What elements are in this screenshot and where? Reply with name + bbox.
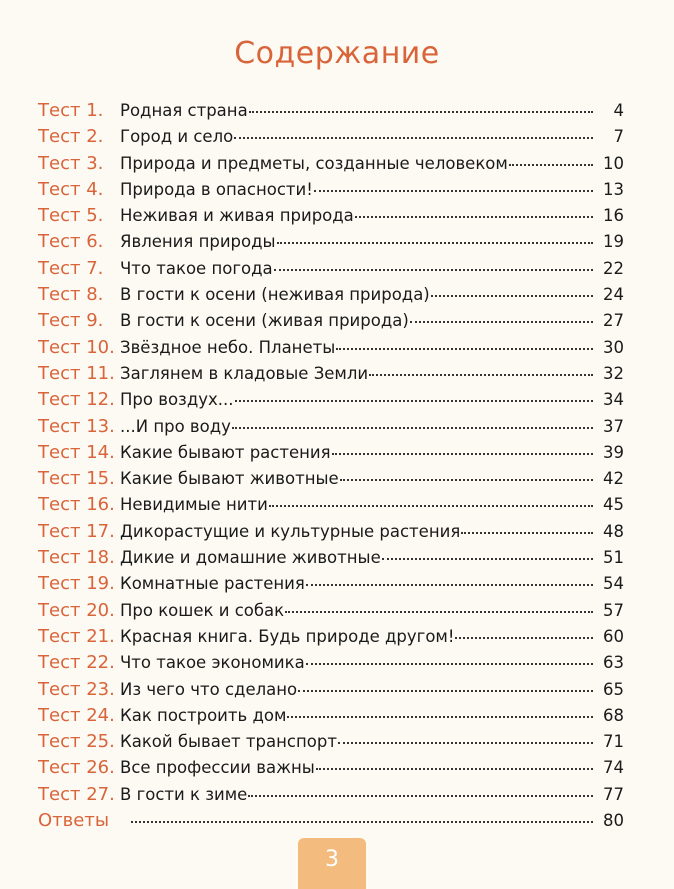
dot-leader xyxy=(232,412,593,432)
test-number: 27. xyxy=(86,783,115,805)
toc-entry-number xyxy=(38,626,120,647)
test-number: 1. xyxy=(86,100,104,121)
toc-entry-page: 48 xyxy=(603,521,624,541)
test-number: 14. xyxy=(86,441,115,463)
test-word: Тест xyxy=(38,599,81,621)
toc-entry-page: 34 xyxy=(603,390,624,410)
toc-entry-title: Какие бывают растения xyxy=(120,442,331,462)
test-number: 4. xyxy=(86,178,104,200)
toc-entry-title: В гости к осени (живая природа) xyxy=(120,311,409,331)
toc-entry-page: 22 xyxy=(603,258,624,278)
toc-entry xyxy=(38,701,624,727)
page-number-badge: 3 xyxy=(298,838,366,889)
answers-page: 80 xyxy=(603,811,624,831)
test-word: Тест xyxy=(38,731,81,753)
dot-leader xyxy=(461,517,593,537)
dot-leader xyxy=(340,464,593,484)
toc-entry xyxy=(38,622,624,648)
page-title: Содержание xyxy=(234,36,440,71)
test-word: Тест xyxy=(38,625,81,647)
toc-entry-number xyxy=(38,652,120,673)
toc-entry-page: 63 xyxy=(603,653,624,673)
toc-entry xyxy=(38,438,624,464)
toc-entry-page: 51 xyxy=(603,548,624,568)
toc-entry-page: 71 xyxy=(603,732,624,752)
test-number: 19. xyxy=(86,573,115,595)
toc-entry-number xyxy=(38,757,120,778)
test-word: Тест xyxy=(38,284,81,306)
test-word: Тест xyxy=(38,678,81,700)
test-number: 15. xyxy=(86,468,115,490)
test-word: Тест xyxy=(38,310,81,332)
toc-entry-page: 74 xyxy=(603,758,624,778)
dot-leader xyxy=(431,280,593,300)
test-word: Тест xyxy=(38,126,81,148)
dot-leader xyxy=(269,490,593,510)
toc-entry xyxy=(38,385,624,411)
toc-entry-number xyxy=(38,573,120,594)
test-number: 23. xyxy=(86,678,115,700)
toc-entry-title: Неживая и живая природа xyxy=(120,206,354,226)
dot-leader xyxy=(509,149,593,169)
toc-entry-title: Природа и предметы, созданные человеком xyxy=(120,153,508,173)
toc-entry-title: Из чего что сделано xyxy=(120,679,298,699)
test-word: Тест xyxy=(38,100,81,121)
toc-entry-number xyxy=(38,310,120,331)
dot-leader xyxy=(369,359,593,379)
test-number: 24. xyxy=(86,704,115,726)
test-number: 22. xyxy=(86,652,115,674)
toc-entry xyxy=(38,122,624,148)
toc-entry-title: Про кошек и собак xyxy=(120,600,285,620)
toc-entry xyxy=(38,543,624,569)
toc-entry-page: 16 xyxy=(603,206,624,226)
test-number: 5. xyxy=(86,205,104,227)
test-word: Тест xyxy=(38,362,81,384)
toc-entry-title: Какие бывают животные xyxy=(120,469,339,489)
toc-entry-page: 32 xyxy=(603,363,624,383)
test-number: 12. xyxy=(86,389,115,411)
dot-leader xyxy=(298,675,593,695)
toc-entry xyxy=(38,780,624,806)
table-of-contents xyxy=(38,96,624,832)
toc-entry-page: 45 xyxy=(603,495,624,515)
toc-entry xyxy=(38,648,624,674)
toc-entry-page: 60 xyxy=(603,626,624,646)
toc-entry xyxy=(38,359,624,385)
toc-answers-entry xyxy=(38,806,624,832)
toc-entry-number xyxy=(38,521,120,542)
test-word: Тест xyxy=(38,704,81,726)
test-number: 9. xyxy=(86,310,104,332)
dot-leader xyxy=(235,385,594,405)
toc-entry xyxy=(38,517,624,543)
toc-entry-number xyxy=(38,363,120,384)
toc-entry-page: 10 xyxy=(603,153,624,173)
dot-leader xyxy=(249,96,593,116)
test-number: 16. xyxy=(86,494,115,516)
test-word: Тест xyxy=(38,415,81,437)
toc-entry-title: Дикие и домашние животные xyxy=(120,548,381,568)
toc-entry-page: 19 xyxy=(603,232,624,252)
dot-leader xyxy=(234,122,593,142)
toc-entry-title: Какой бывает транспорт xyxy=(120,732,337,752)
toc-entry-number xyxy=(38,731,120,752)
test-number: 20. xyxy=(86,599,115,621)
dot-leader xyxy=(316,753,593,773)
toc-entry-number xyxy=(38,679,120,700)
toc-entry xyxy=(38,569,624,595)
test-number: 11. xyxy=(86,362,115,384)
dot-leader xyxy=(277,227,593,247)
toc-entry-number xyxy=(38,494,120,515)
toc-entry-number xyxy=(38,784,120,805)
test-number: 25. xyxy=(86,731,115,753)
dot-leader xyxy=(285,596,593,616)
test-word: Тест xyxy=(38,257,81,279)
dot-leader xyxy=(131,806,593,826)
toc-entry-number xyxy=(38,100,120,121)
test-word: Тест xyxy=(38,231,81,253)
toc-entry-page: 65 xyxy=(603,679,624,699)
toc-entry-title: Город и село xyxy=(120,127,234,147)
toc-entry xyxy=(38,201,624,227)
toc-entry-title: Звёздное небо. Планеты xyxy=(120,337,336,357)
toc-entry xyxy=(38,464,624,490)
toc-entry-page: 7 xyxy=(613,127,624,147)
toc-entry-page: 13 xyxy=(603,179,624,199)
toc-entry-number xyxy=(38,126,120,147)
toc-entry xyxy=(38,727,624,753)
test-word: Тест xyxy=(38,205,81,227)
toc-entry-title: Что такое экономика xyxy=(120,653,305,673)
toc-entry-number xyxy=(38,258,120,279)
toc-entry xyxy=(38,753,624,779)
toc-entry-title: В гости к осени (неживая природа) xyxy=(120,285,430,305)
toc-entry-title: Все профессии важны xyxy=(120,758,315,778)
dot-leader xyxy=(274,254,593,274)
toc-entry-page: 4 xyxy=(613,101,624,120)
toc-entry xyxy=(38,675,624,701)
dot-leader xyxy=(336,333,593,353)
test-word: Тест xyxy=(38,547,81,569)
toc-entry xyxy=(38,490,624,516)
toc-entry-title: В гости к зиме xyxy=(120,784,248,804)
test-number: 18. xyxy=(86,547,115,569)
toc-entry-title: Природа в опасности! xyxy=(120,179,313,199)
answers-label: Ответы xyxy=(38,810,110,832)
toc-entry-number xyxy=(38,337,120,358)
dot-leader xyxy=(455,622,593,642)
test-number: 13. xyxy=(86,415,115,437)
dot-leader xyxy=(355,201,593,221)
toc-entry-number xyxy=(38,416,120,437)
test-number: 7. xyxy=(86,257,104,279)
toc-entry-number xyxy=(38,705,120,726)
test-number: 6. xyxy=(86,231,104,253)
toc-entry xyxy=(38,596,624,622)
toc-entry xyxy=(38,96,624,122)
test-word: Тест xyxy=(38,468,81,490)
test-word: Тест xyxy=(38,441,81,463)
toc-entry-number xyxy=(38,442,120,463)
toc-entry-title: Как построить дом xyxy=(120,705,287,725)
toc-entry-title: ...И про воду xyxy=(120,416,231,436)
dot-leader xyxy=(332,438,593,458)
test-number: 10. xyxy=(86,336,115,358)
toc-entry-title: Красная книга. Будь природе другом! xyxy=(120,626,455,646)
test-word: Тест xyxy=(38,783,81,805)
dot-leader xyxy=(306,648,593,668)
toc-entry xyxy=(38,412,624,438)
test-number: 21. xyxy=(86,625,115,647)
toc-entry-page: 30 xyxy=(603,337,624,357)
toc-entry-page: 57 xyxy=(603,600,624,620)
dot-leader xyxy=(314,175,593,195)
toc-entry xyxy=(38,306,624,332)
toc-entry-title: Невидимые нити xyxy=(120,495,268,515)
dot-leader xyxy=(410,306,593,326)
toc-entry-page: 68 xyxy=(603,705,624,725)
test-word: Тест xyxy=(38,494,81,516)
test-number: 8. xyxy=(86,284,104,306)
test-word: Тест xyxy=(38,520,81,542)
test-word: Тест xyxy=(38,152,81,174)
toc-entry-title: Про воздух... xyxy=(120,390,234,410)
dot-leader xyxy=(287,701,593,721)
test-word: Тест xyxy=(38,336,81,358)
toc-entry-page: 77 xyxy=(603,784,624,804)
toc-entry-page: 37 xyxy=(603,416,624,436)
toc-entry-number xyxy=(38,468,120,489)
dot-leader xyxy=(338,727,593,747)
test-number: 3. xyxy=(86,152,104,174)
toc-entry-page: 39 xyxy=(603,442,624,462)
test-number: 2. xyxy=(86,126,104,148)
toc-entry-number xyxy=(38,205,120,226)
toc-entry xyxy=(38,227,624,253)
test-word: Тест xyxy=(38,652,81,674)
toc-entry-page: 54 xyxy=(603,574,624,594)
toc-entry-number xyxy=(38,179,120,200)
toc-entry-title: Что такое погода xyxy=(120,258,273,278)
toc-entry xyxy=(38,280,624,306)
toc-entry-number xyxy=(38,153,120,174)
toc-entry-number xyxy=(38,231,120,252)
toc-entry xyxy=(38,333,624,359)
dot-leader xyxy=(248,780,593,800)
toc-entry xyxy=(38,149,624,175)
dot-leader xyxy=(306,569,593,589)
toc-entry xyxy=(38,254,624,280)
toc-entry-title: Комнатные растения xyxy=(120,574,305,594)
test-word: Тест xyxy=(38,573,81,595)
dot-leader xyxy=(382,543,593,563)
toc-entry-number xyxy=(38,284,120,305)
toc-entry-page: 24 xyxy=(603,285,624,305)
test-word: Тест xyxy=(38,389,81,411)
test-word: Тест xyxy=(38,757,81,779)
toc-entry-page: 27 xyxy=(603,311,624,331)
toc-entry-number xyxy=(38,547,120,568)
toc-entry-title: Заглянем в кладовые Земли xyxy=(120,363,369,383)
test-number: 26. xyxy=(86,757,115,779)
toc-entry-title: Родная страна xyxy=(120,101,248,120)
toc-entry-page: 42 xyxy=(603,469,624,489)
toc-entry-number xyxy=(38,389,120,410)
toc-entry-title: Дикорастущие и культурные растения xyxy=(120,521,461,541)
test-number: 17. xyxy=(86,520,115,542)
test-word: Тест xyxy=(38,178,81,200)
toc-entry xyxy=(38,175,624,201)
toc-entry-number xyxy=(38,600,120,621)
toc-entry-title: Явления природы xyxy=(120,232,276,252)
